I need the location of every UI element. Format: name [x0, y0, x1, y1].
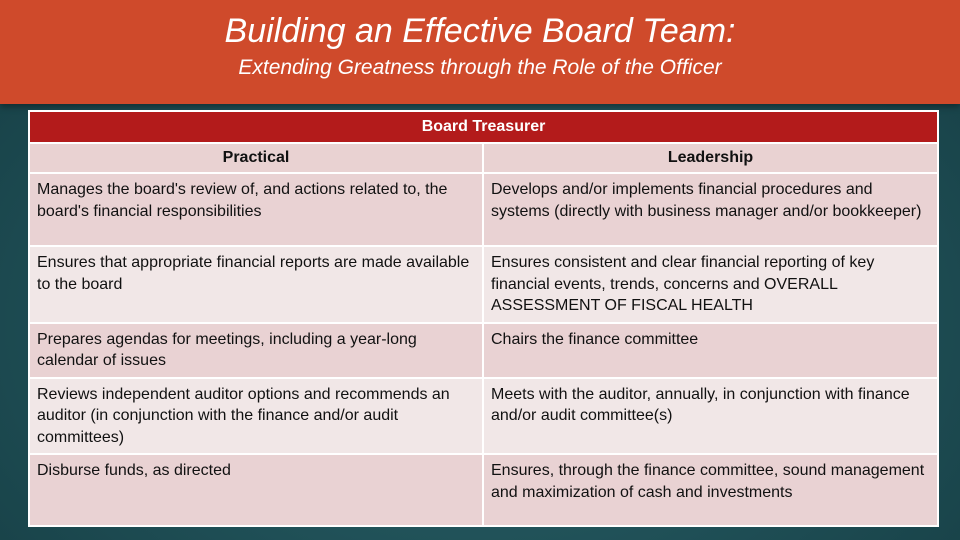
column-header-leadership: Leadership	[483, 143, 938, 173]
table-heading: Board Treasurer	[29, 111, 938, 143]
treasurer-table	[28, 110, 937, 527]
table-row	[29, 173, 938, 246]
leadership-cell: Ensures, through the finance committee, sound management and maximization of cash and investments	[483, 454, 938, 526]
practical-cell: Prepares agendas for meetings, including a year-long calendar of issues	[29, 323, 483, 378]
practical-cell: Ensures that appropriate financial reports are made available to the board	[29, 246, 483, 323]
title-banner	[0, 0, 960, 104]
slide-title: Building an Effective Board Team:	[224, 12, 736, 50]
leadership-cell: Meets with the auditor, annually, in conjunction with finance and/or audit committee(s)	[483, 378, 938, 455]
table-row	[29, 454, 938, 526]
table-row	[29, 246, 938, 323]
practical-cell: Manages the board's review of, and actions related to, the board's financial responsibilities	[29, 173, 483, 246]
table-row	[29, 378, 938, 455]
practical-cell: Reviews independent auditor options and recommends an auditor (in conjunction with the finance and/or audit committees)	[29, 378, 483, 455]
column-header-practical: Practical	[29, 143, 483, 173]
leadership-cell: Chairs the finance committee	[483, 323, 938, 378]
table-row	[29, 323, 938, 378]
leadership-cell: Ensures consistent and clear financial reporting of key financial events, trends, concerns and OVERALL ASSESSMENT OF FISCAL HEALTH	[483, 246, 938, 323]
slide-subtitle: Extending Greatness through the Role of the Officer	[238, 56, 722, 79]
leadership-cell: Develops and/or implements financial procedures and systems (directly with business manager and/or bookkeeper)	[483, 173, 938, 246]
practical-cell: Disburse funds, as directed	[29, 454, 483, 526]
